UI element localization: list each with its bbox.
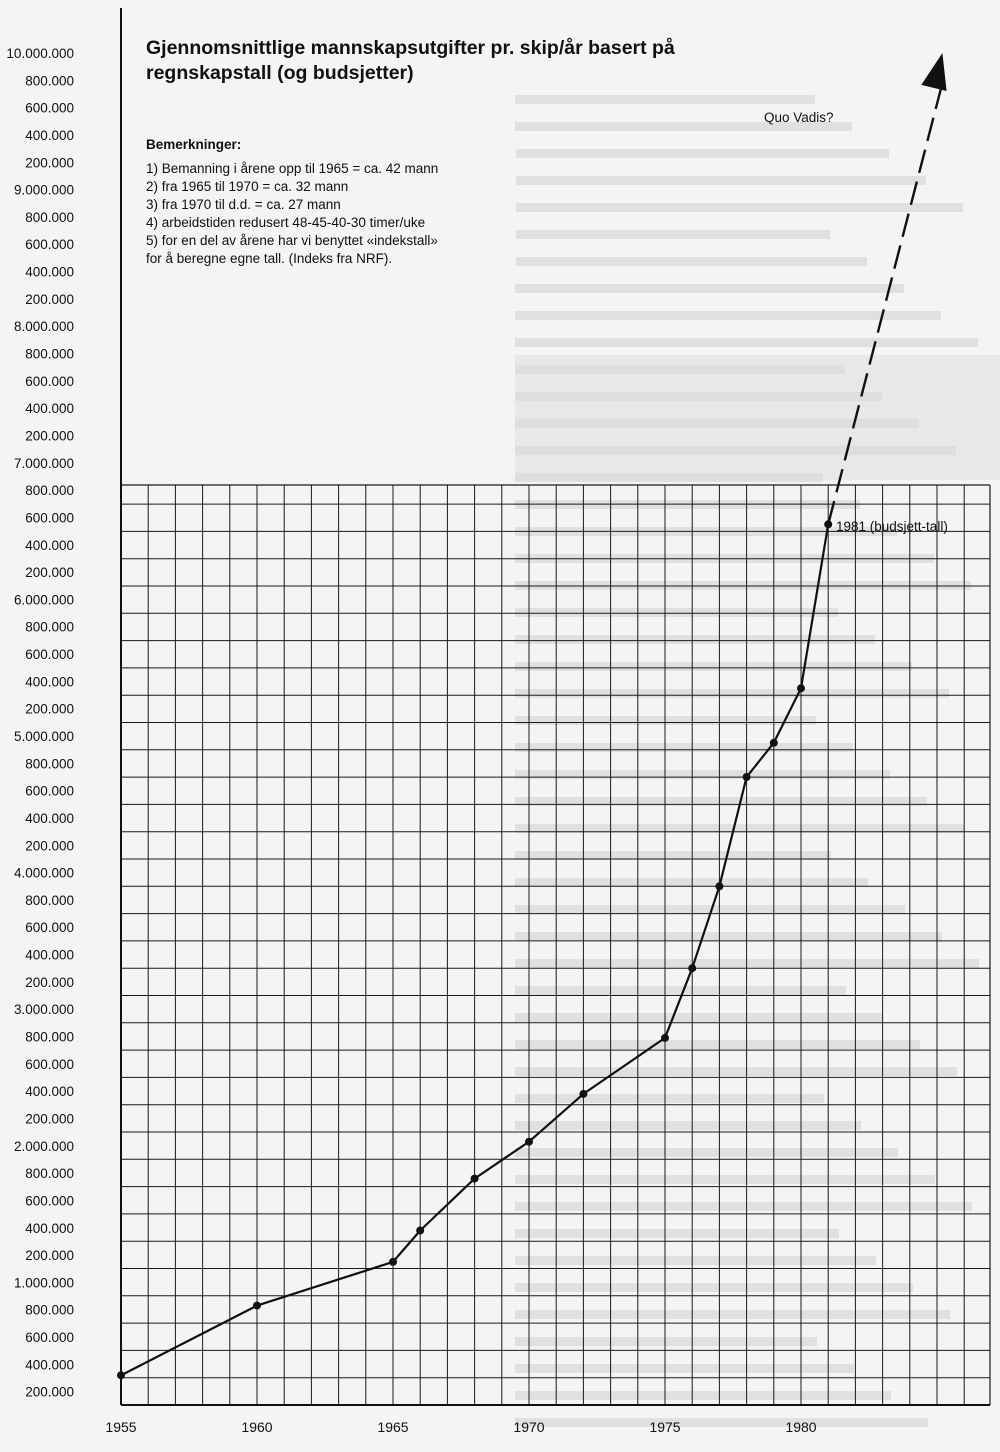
note-5-continued: for å beregne egne tall. (Indeks fra NRF). xyxy=(146,251,393,266)
y-tick-label: 800.000 xyxy=(25,1166,74,1182)
y-tick-label: 2.000.000 xyxy=(13,1138,74,1154)
note-3: 3) fra 1970 til d.d. = ca. 27 mann xyxy=(146,197,341,212)
notes-box xyxy=(146,136,516,268)
y-tick-label: 200.000 xyxy=(25,428,74,444)
x-tick-label: 1955 xyxy=(105,1419,137,1435)
y-tick-label: 3.000.000 xyxy=(13,1002,74,1018)
y-tick-label: 4.000.000 xyxy=(13,865,74,881)
note-5: 5) for en del av årene har vi benyttet «indekstall» xyxy=(146,233,438,248)
y-tick-label: 200.000 xyxy=(25,291,74,307)
y-tick-label: 7.000.000 xyxy=(13,455,74,471)
y-tick-label: 600.000 xyxy=(25,920,74,936)
y-tick-label: 200.000 xyxy=(25,838,74,854)
y-tick-label: 600.000 xyxy=(25,1056,74,1072)
y-tick-label: 10.000.000 xyxy=(6,46,74,61)
chart-title xyxy=(146,36,866,86)
y-tick-label: 400.000 xyxy=(25,537,74,553)
y-tick-label: 600.000 xyxy=(25,100,74,116)
note-2: 2) fra 1965 til 1970 = ca. 32 mann xyxy=(146,179,349,194)
y-tick-label: 800.000 xyxy=(25,619,74,635)
y-tick-label: 400.000 xyxy=(25,811,74,826)
data-point xyxy=(471,1175,479,1183)
x-tick-label: 1980 xyxy=(785,1419,817,1435)
y-tick-label: 200.000 xyxy=(25,1111,74,1127)
data-point xyxy=(743,773,751,781)
y-tick-label: 600.000 xyxy=(25,237,74,253)
data-point xyxy=(253,1302,261,1310)
data-point xyxy=(117,1371,125,1379)
y-tick-label: 600.000 xyxy=(25,783,74,799)
y-tick-label: 400.000 xyxy=(25,947,74,963)
y-tick-label: 400.000 xyxy=(25,128,74,143)
y-tick-label: 200.000 xyxy=(25,155,74,171)
data-point xyxy=(525,1138,533,1146)
y-tick-label: 600.000 xyxy=(25,510,74,526)
y-tick-label: 400.000 xyxy=(25,401,74,417)
chart-title-line-2: regnskapstall (og budsjetter) xyxy=(146,62,414,84)
y-tick-label: 600.000 xyxy=(25,647,74,662)
y-tick-label: 800.000 xyxy=(25,1302,74,1318)
y-tick-label: 9.000.000 xyxy=(13,182,74,198)
y-tick-label: 800.000 xyxy=(25,73,74,89)
quo-vadis-annotation: Quo Vadis? xyxy=(764,110,834,125)
y-tick-label: 800.000 xyxy=(25,346,74,362)
note-4: 4) arbeidstiden redusert 48-45-40-30 timer/uke xyxy=(146,215,426,230)
y-tick-label: 200.000 xyxy=(25,565,74,581)
y-tick-label: 400.000 xyxy=(25,1357,74,1373)
chart-title-line-1: Gjennomsnittlige mannskapsutgifter pr. skip/år basert på xyxy=(146,37,675,59)
data-point xyxy=(389,1258,397,1266)
x-tick-label: 1965 xyxy=(377,1419,409,1435)
grid xyxy=(121,485,990,1405)
x-tick-label: 1970 xyxy=(513,1419,545,1435)
y-tick-label: 600.000 xyxy=(25,1330,74,1345)
y-tick-label: 8.000.000 xyxy=(13,319,74,335)
data-point xyxy=(579,1090,587,1098)
y-tick-label: 800.000 xyxy=(25,892,74,908)
note-1: 1) Bemanning i årene opp til 1965 = ca. 42 mann xyxy=(146,161,439,176)
y-tick-label: 200.000 xyxy=(25,1384,74,1400)
projection-arrowhead xyxy=(921,53,946,91)
budget-1981-annotation: 1981 (budsjett-tall) xyxy=(836,519,948,534)
y-tick-label: 800.000 xyxy=(25,756,74,772)
y-tick-label: 400.000 xyxy=(25,1084,74,1100)
projection-dashed-line xyxy=(828,83,942,524)
y-tick-label: 800.000 xyxy=(25,483,74,499)
y-tick-label: 200.000 xyxy=(25,974,74,990)
data-point xyxy=(770,739,778,747)
data-point xyxy=(661,1034,669,1042)
notes-heading: Bemerkninger: xyxy=(146,137,242,152)
x-tick-label: 1975 xyxy=(649,1419,681,1435)
data-point xyxy=(797,684,805,692)
y-tick-label: 200.000 xyxy=(25,701,74,717)
y-tick-label: 6.000.000 xyxy=(13,592,74,608)
x-tick-label: 1960 xyxy=(241,1419,273,1435)
y-tick-label: 400.000 xyxy=(25,264,74,280)
y-tick-label: 5.000.000 xyxy=(13,729,74,744)
data-point xyxy=(715,882,723,890)
data-point xyxy=(688,964,696,972)
x-tick-labels xyxy=(105,1419,816,1435)
y-tick-label: 800.000 xyxy=(25,209,74,225)
y-tick-label: 800.000 xyxy=(25,1029,74,1045)
y-tick-label: 1.000.000 xyxy=(13,1275,74,1291)
y-tick-label: 600.000 xyxy=(25,1193,74,1209)
y-tick-label: 200.000 xyxy=(25,1248,74,1264)
y-tick-label: 600.000 xyxy=(25,373,74,389)
y-tick-label: 400.000 xyxy=(25,1220,74,1236)
y-tick-label: 400.000 xyxy=(25,674,74,690)
data-point xyxy=(416,1227,424,1235)
y-tick-labels xyxy=(6,46,74,1400)
